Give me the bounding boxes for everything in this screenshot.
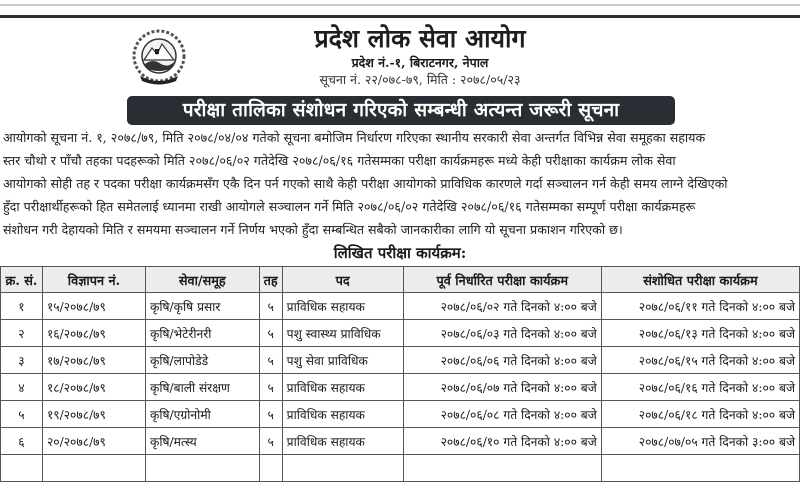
cell-previous-schedule: २०७८/०६/०८ गते दिनको ४:०० बजे bbox=[403, 401, 601, 428]
cell-level: ५ bbox=[259, 320, 282, 347]
cell-advertisement-no: १५/२०७८/७९ bbox=[42, 293, 145, 320]
cell-serial: १ bbox=[1, 293, 43, 320]
cell-serial: ६ bbox=[1, 428, 43, 455]
cell-advertisement-no: १७/२०७८/७९ bbox=[42, 347, 145, 374]
top-rule-light bbox=[0, 4, 800, 6]
cell-previous-schedule: २०७८/०६/०२ गते दिनको ४:०० बजे bbox=[403, 293, 601, 320]
col-previous-schedule: पूर्व निर्धारित परीक्षा कार्यक्रम bbox=[403, 267, 601, 293]
cell-revised-schedule: २०७८/०६/११ गते दिनको ४:०० बजे bbox=[601, 293, 799, 320]
cell-serial: ३ bbox=[1, 347, 43, 374]
table-header-row bbox=[1, 267, 800, 293]
cell-post: प्राविधिक सहायक bbox=[282, 293, 403, 320]
cell-previous-schedule: २०७८/०६/०३ गते दिनको ४:०० बजे bbox=[403, 320, 601, 347]
cell-serial bbox=[1, 455, 43, 482]
cell-post: प्राविधिक सहायक bbox=[282, 374, 403, 401]
col-advertisement-no: विज्ञापन नं. bbox=[42, 267, 145, 293]
table-row bbox=[1, 401, 800, 428]
cell-serial: ५ bbox=[1, 401, 43, 428]
col-post: पद bbox=[282, 267, 403, 293]
cell-service-group: कृषि/एग्रोनोमी bbox=[145, 401, 259, 428]
cell-level bbox=[259, 455, 282, 482]
cell-serial: ४ bbox=[1, 374, 43, 401]
col-level: तह bbox=[259, 267, 282, 293]
cell-serial: २ bbox=[1, 320, 43, 347]
paragraph-line: स्तर चौथो र पाँचौ तहका पदहरूको मिति २०७८/०६/०२ गतेदेखि २०७८/०६/१६ गतेसम्मका परीक्षा कार्यक्रमहरू मध्ये केही परीक्षाका कार्यक्रम लोक सेवा bbox=[3, 153, 676, 168]
letterhead bbox=[240, 24, 600, 88]
top-rule-dark bbox=[0, 15, 800, 18]
nepal-emblem-icon bbox=[128, 26, 190, 88]
cell-revised-schedule: २०७८/०७/०५ गते दिनको ३:०० बजे bbox=[601, 428, 799, 455]
cell-revised-schedule: २०७८/०६/१५ गते दिनको ४:०० बजे bbox=[601, 347, 799, 374]
paragraph-line: आयोगको सोही तह र पदका परीक्षा कार्यक्रमसँग एकै दिन पर्न गएको साथै केही परीक्षा आयोगको प्राविधिक कारणले गर्दा सञ्चालन गर्न केही समय लाग्ने देखिएको bbox=[3, 176, 728, 191]
cell-level: ५ bbox=[259, 401, 282, 428]
cell-post: प्राविधिक सहायक bbox=[282, 401, 403, 428]
notice-reference: सूचना नं. २२/०७८-७९, मिति : २०७८/०५/२३ bbox=[319, 72, 521, 87]
cell-revised-schedule: २०७८/०६/१६ गते दिनको ४:०० बजे bbox=[601, 374, 799, 401]
col-serial: क्र. सं. bbox=[1, 267, 43, 293]
cell-post: पशु सेवा प्राविधिक bbox=[282, 347, 403, 374]
paragraph-line: संशोधन गरी देहायको मिति र समयमा सञ्चालन गर्ने निर्णय भएको हुँदा सम्बन्धित सबैको जानकारीका लागि यो सूचना प्रकाशन गरिएको छ। bbox=[3, 222, 623, 237]
cell-advertisement-no: १६/२०७८/७९ bbox=[42, 320, 145, 347]
col-service-group: सेवा/समूह bbox=[145, 267, 259, 293]
table-row-partial bbox=[1, 455, 800, 482]
cell-advertisement-no: १९/२०७८/७९ bbox=[42, 401, 145, 428]
paragraph-line: हुँदा परीक्षार्थीहरूको हित समेतलाई ध्यानमा राखी आयोगले सञ्चालन गर्ने मिति २०७८/०६/०२ गतेदेखि २०७८/०६/१६ गतेसम्मका सम्पूर्ण परीक्षा कार्यक्रमहरू bbox=[3, 199, 696, 214]
table-row bbox=[1, 293, 800, 320]
cell-previous-schedule: २०७८/०६/०७ गते दिनको ४:०० बजे bbox=[403, 374, 601, 401]
table-row bbox=[1, 320, 800, 347]
exam-schedule-table bbox=[0, 266, 800, 482]
organization-title: प्रदेश लोक सेवा आयोग bbox=[314, 24, 526, 53]
cell-level: ५ bbox=[259, 347, 282, 374]
notice-banner: परीक्षा तालिका संशोधन गरिएको सम्बन्धी अत्यन्त जरूरी सूचना bbox=[127, 96, 675, 125]
cell-advertisement-no bbox=[42, 455, 145, 482]
cell-advertisement-no: २०/२०७८/७९ bbox=[42, 428, 145, 455]
cell-advertisement-no: १८/२०७८/७९ bbox=[42, 374, 145, 401]
cell-service-group: कृषि/भेटेरीनरी bbox=[145, 320, 259, 347]
table-row bbox=[1, 347, 800, 374]
cell-previous-schedule bbox=[403, 455, 601, 482]
cell-level: ५ bbox=[259, 428, 282, 455]
cell-service-group: कृषि/लापोडेडे bbox=[145, 347, 259, 374]
table-row bbox=[1, 374, 800, 401]
cell-post: प्राविधिक सहायक bbox=[282, 428, 403, 455]
paragraph-line: आयोगको सूचना नं. १, २०७८/७९, मिति २०७८/०४/०४ गतेको सूचना बमोजिम निर्धारण गरिएका स्थानीय सरकारी सेवा अन्तर्गत विभिन्न सेवा समूहका सहायक bbox=[3, 130, 706, 145]
col-revised-schedule: संशोधित परीक्षा कार्यक्रम bbox=[601, 267, 799, 293]
cell-post: पशु स्वास्थ्य प्राविधिक bbox=[282, 320, 403, 347]
cell-previous-schedule: २०७८/०६/१० गते दिनको ४:०० बजे bbox=[403, 428, 601, 455]
cell-previous-schedule: २०७८/०६/०६ गते दिनको ४:०० बजे bbox=[403, 347, 601, 374]
notice-paragraph bbox=[3, 126, 800, 241]
cell-level: ५ bbox=[259, 293, 282, 320]
schedule-title: लिखित परीक्षा कार्यक्रम: bbox=[333, 244, 467, 262]
organization-address: प्रदेश नं.-१, बिराटनगर, नेपाल bbox=[351, 55, 489, 70]
cell-level: ५ bbox=[259, 374, 282, 401]
cell-revised-schedule bbox=[601, 455, 799, 482]
cell-revised-schedule: २०७८/०६/१३ गते दिनको ४:०० बजे bbox=[601, 320, 799, 347]
cell-service-group bbox=[145, 455, 259, 482]
cell-service-group: कृषि/कृषि प्रसार bbox=[145, 293, 259, 320]
table-row bbox=[1, 428, 800, 455]
cell-revised-schedule: २०७८/०६/१८ गते दिनको ४:०० बजे bbox=[601, 401, 799, 428]
cell-service-group: कृषि/बाली संरक्षण bbox=[145, 374, 259, 401]
cell-service-group: कृषि/मत्स्य bbox=[145, 428, 259, 455]
cell-post bbox=[282, 455, 403, 482]
